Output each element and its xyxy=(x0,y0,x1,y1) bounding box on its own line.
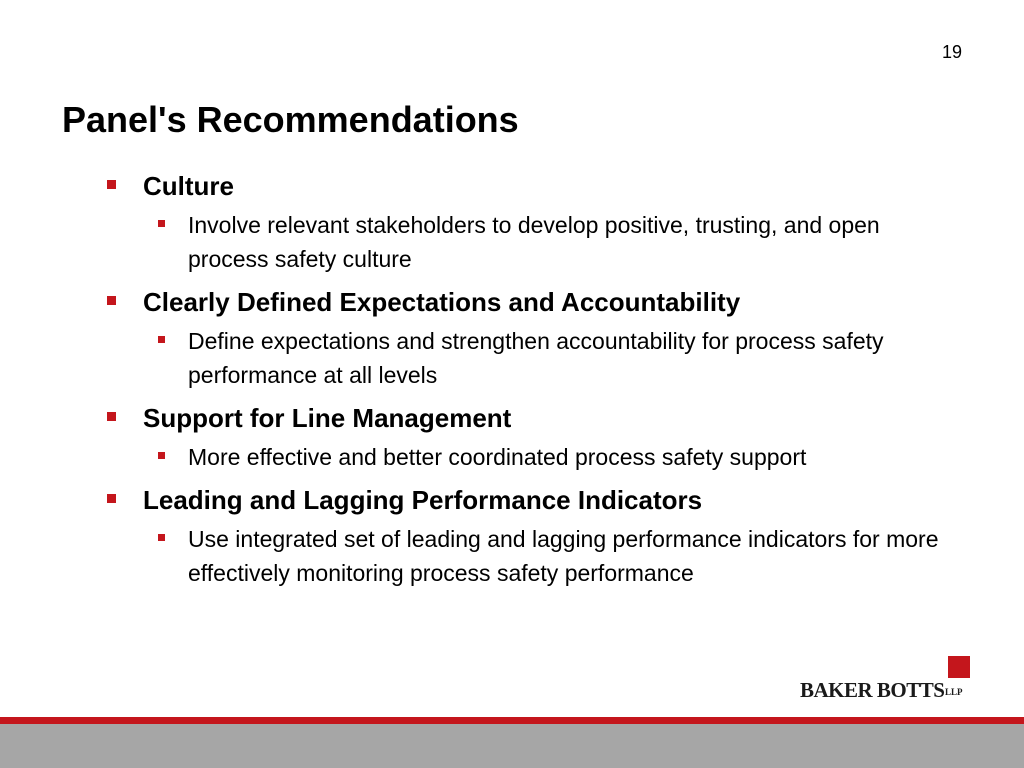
square-bullet-icon xyxy=(107,494,116,503)
logo-square-icon xyxy=(948,656,970,678)
bullet-list xyxy=(107,170,987,590)
page-number: 19 xyxy=(941,42,962,62)
sub-bullet-text: More effective and better coordinated process safety support xyxy=(188,444,807,470)
footer-red-stripe xyxy=(0,717,1024,724)
logo-suffix: LLP xyxy=(945,687,963,697)
sub-bullet-item xyxy=(107,208,948,276)
square-bullet-icon xyxy=(107,180,116,189)
square-bullet-icon xyxy=(158,452,165,459)
bullet-item-indicators xyxy=(107,484,987,517)
bullet-heading: Culture xyxy=(143,171,234,201)
bullet-heading: Clearly Defined Expectations and Accountability xyxy=(143,287,741,317)
baker-botts-logo xyxy=(800,656,972,700)
square-bullet-icon xyxy=(158,220,165,227)
bullet-item-culture xyxy=(107,170,987,203)
bullet-item-expectations xyxy=(107,286,987,319)
sub-bullet-item xyxy=(107,324,948,392)
square-bullet-icon xyxy=(107,296,116,305)
logo-name: BAKER BOTTS xyxy=(800,678,945,702)
square-bullet-icon xyxy=(158,534,165,541)
sub-bullet-item xyxy=(107,522,948,590)
sub-bullet-text: Involve relevant stakeholders to develop positive, trusting, and open process safety culture xyxy=(188,212,880,272)
bullet-heading: Leading and Lagging Performance Indicators xyxy=(143,485,703,515)
sub-bullet-text: Define expectations and strengthen accountability for process safety performance at all levels xyxy=(188,328,884,388)
sub-bullet-item xyxy=(107,440,948,474)
square-bullet-icon xyxy=(158,336,165,343)
footer-gray-band xyxy=(0,724,1024,768)
square-bullet-icon xyxy=(107,412,116,421)
bullet-item-line-management xyxy=(107,402,987,435)
bullet-heading: Support for Line Management xyxy=(143,403,512,433)
slide-title: Panel's Recommendations xyxy=(62,99,519,140)
sub-bullet-text: Use integrated set of leading and lagging performance indicators for more effectively monitoring process safety performance xyxy=(188,526,939,586)
